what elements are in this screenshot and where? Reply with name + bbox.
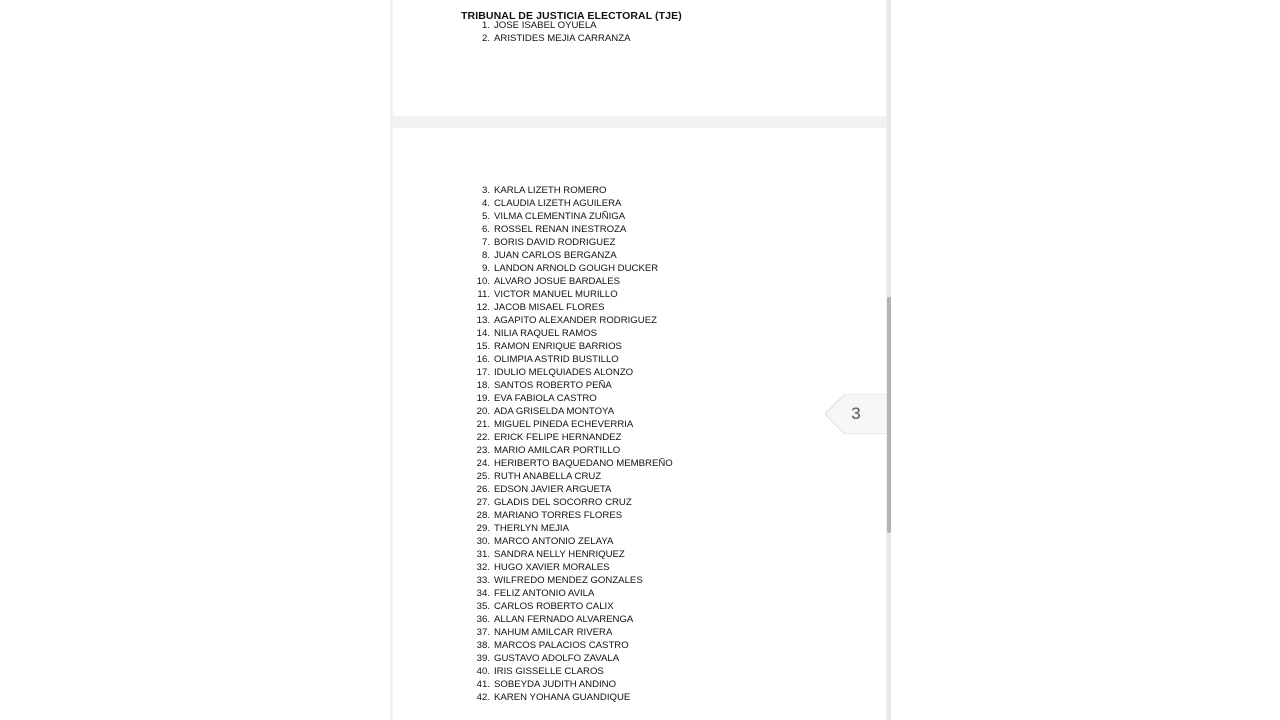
list-item-name: MARCOS PALACIOS CASTRO bbox=[494, 640, 629, 651]
list-item-name: ARISTIDES MEJIA CARRANZA bbox=[494, 33, 631, 44]
list-item bbox=[467, 366, 673, 379]
list-item bbox=[467, 626, 673, 639]
list-item-name: MARIANO TORRES FLORES bbox=[494, 510, 623, 521]
list-item bbox=[467, 418, 673, 431]
document-page bbox=[393, 0, 886, 116]
list-item-number: 15. bbox=[476, 341, 490, 352]
list-item-number: 4. bbox=[481, 198, 490, 209]
list-item bbox=[467, 431, 673, 444]
list-item-name: JACOB MISAEL FLORES bbox=[494, 302, 605, 313]
list-item-name: HERIBERTO BAQUEDANO MEMBREÑO bbox=[494, 458, 673, 469]
list-item-number: 3. bbox=[481, 185, 490, 196]
list-item bbox=[467, 210, 673, 223]
list-item-name: ROSSEL RENAN INESTROZA bbox=[494, 224, 627, 235]
list-item-name: NILIA RAQUEL RAMOS bbox=[494, 328, 598, 339]
section-title: TRIBUNAL DE JUSTICIA ELECTORAL (TJE) bbox=[461, 10, 682, 22]
list-item bbox=[467, 548, 673, 561]
list-item-number: 11. bbox=[477, 289, 490, 300]
list-item-name: HUGO XAVIER MORALES bbox=[494, 562, 610, 573]
list-item-number: 31. bbox=[476, 549, 490, 560]
list-item-name: IDULIO MELQUIADES ALONZO bbox=[494, 367, 634, 378]
list-item-name: EVA FABIOLA CASTRO bbox=[494, 393, 597, 404]
list-item-name: MIGUEL PINEDA ECHEVERRIA bbox=[494, 419, 634, 430]
list-item-number: 16. bbox=[476, 354, 490, 365]
list-item bbox=[467, 223, 673, 236]
list-item-number: 14. bbox=[476, 328, 490, 339]
list-item-number: 25. bbox=[476, 471, 490, 482]
list-item-name: GLADIS DEL SOCORRO CRUZ bbox=[494, 497, 632, 508]
list-item-number: 39. bbox=[476, 653, 490, 664]
list-item-number: 6. bbox=[481, 224, 490, 235]
list-item bbox=[467, 561, 673, 574]
list-item-number: 17. bbox=[476, 367, 490, 378]
list-item-number: 1. bbox=[481, 20, 490, 31]
list-item bbox=[467, 236, 673, 249]
list-item-name: THERLYN MEJIA bbox=[494, 523, 569, 534]
list-item-number: 29. bbox=[476, 523, 490, 534]
list-item-number: 40. bbox=[476, 666, 490, 677]
list-item-name: OLIMPIA ASTRID BUSTILLO bbox=[494, 354, 619, 365]
list-item-name: WILFREDO MENDEZ GONZALES bbox=[494, 575, 643, 586]
list-item-name: SANDRA NELLY HENRIQUEZ bbox=[494, 549, 625, 560]
list-item bbox=[467, 340, 673, 353]
list-item bbox=[467, 535, 673, 548]
list-item bbox=[467, 457, 673, 470]
list-item-number: 34. bbox=[476, 588, 490, 599]
list-item bbox=[467, 691, 673, 704]
list-item-number: 28. bbox=[476, 510, 490, 521]
list-item-number: 13. bbox=[476, 315, 490, 326]
list-item-name: LANDON ARNOLD GOUGH DUCKER bbox=[494, 263, 659, 274]
list-item-name: MARIO AMILCAR PORTILLO bbox=[494, 445, 621, 456]
list-item-number: 36. bbox=[476, 614, 490, 625]
list-item-number: 33. bbox=[476, 575, 490, 586]
name-list bbox=[467, 19, 630, 45]
list-item bbox=[467, 197, 673, 210]
list-item-name: VICTOR MANUEL MURILLO bbox=[494, 289, 618, 300]
list-item bbox=[467, 496, 673, 509]
list-item-number: 18. bbox=[476, 380, 490, 391]
name-list bbox=[467, 184, 673, 704]
list-item bbox=[467, 587, 673, 600]
list-item-number: 41. bbox=[476, 679, 490, 690]
list-item bbox=[467, 613, 673, 626]
list-item bbox=[467, 652, 673, 665]
list-item-name: CARLOS ROBERTO CALIX bbox=[494, 601, 614, 612]
list-item bbox=[467, 275, 673, 288]
list-item-number: 32. bbox=[476, 562, 490, 573]
list-item-number: 26. bbox=[476, 484, 490, 495]
list-item-number: 42. bbox=[476, 692, 490, 703]
list-item-name: CLAUDIA LIZETH AGUILERA bbox=[494, 198, 622, 209]
list-item bbox=[467, 314, 673, 327]
list-item-name: RUTH ANABELLA CRUZ bbox=[494, 471, 602, 482]
list-item-number: 35. bbox=[476, 601, 490, 612]
list-item bbox=[467, 600, 673, 613]
list-item-name: MARCO ANTONIO ZELAYA bbox=[494, 536, 614, 547]
list-item-number: 8. bbox=[481, 250, 490, 261]
list-item-number: 2. bbox=[481, 33, 490, 44]
list-item-name: JOSE ISABEL OYUELA bbox=[494, 20, 597, 31]
list-item bbox=[467, 665, 673, 678]
list-item-name: SANTOS ROBERTO PEÑA bbox=[494, 380, 612, 391]
list-item-number: 21. bbox=[476, 419, 490, 430]
list-item bbox=[467, 522, 673, 535]
list-item-number: 19. bbox=[476, 393, 490, 404]
list-item bbox=[467, 379, 673, 392]
list-item bbox=[467, 639, 673, 652]
list-item bbox=[467, 678, 673, 691]
list-item-number: 37. bbox=[476, 627, 490, 638]
list-item bbox=[467, 470, 673, 483]
list-item-number: 23. bbox=[476, 445, 490, 456]
list-item bbox=[467, 353, 673, 366]
list-item-number: 10. bbox=[476, 276, 490, 287]
list-item-name: GUSTAVO ADOLFO ZAVALA bbox=[494, 653, 620, 664]
list-item-number: 12. bbox=[476, 302, 490, 313]
list-item bbox=[467, 184, 673, 197]
list-item-name: ALVARO JOSUE BARDALES bbox=[494, 276, 621, 287]
list-item-name: ALLAN FERNADO ALVARENGA bbox=[494, 614, 634, 625]
list-item-number: 9. bbox=[481, 263, 490, 274]
vertical-scrollbar[interactable] bbox=[887, 0, 891, 720]
list-item-name: JUAN CARLOS BERGANZA bbox=[494, 250, 617, 261]
list-item-number: 38. bbox=[476, 640, 490, 651]
document-page bbox=[393, 128, 886, 720]
list-item-name: RAMON ENRIQUE BARRIOS bbox=[494, 341, 622, 352]
list-item bbox=[467, 509, 673, 522]
page-number: 3 bbox=[851, 404, 861, 423]
document-viewer[interactable] bbox=[390, 0, 890, 720]
list-item-name: FELIZ ANTONIO AVILA bbox=[494, 588, 595, 599]
list-item-number: 30. bbox=[476, 536, 490, 547]
list-item-number: 27. bbox=[476, 497, 490, 508]
list-item bbox=[467, 288, 673, 301]
list-item-name: BORIS DAVID RODRIGUEZ bbox=[494, 237, 616, 248]
list-item bbox=[467, 301, 673, 314]
list-item-number: 5. bbox=[481, 211, 490, 222]
list-item-name: ADA GRISELDA MONTOYA bbox=[494, 406, 615, 417]
list-item bbox=[467, 574, 673, 587]
list-item bbox=[467, 405, 673, 418]
scrollbar-thumb[interactable] bbox=[887, 297, 891, 533]
list-item bbox=[467, 392, 673, 405]
list-item-name: NAHUM AMILCAR RIVERA bbox=[494, 627, 613, 638]
list-item-name: EDSON JAVIER ARGUETA bbox=[494, 484, 612, 495]
list-item-name: ERICK FELIPE HERNANDEZ bbox=[494, 432, 622, 443]
list-item bbox=[467, 262, 673, 275]
list-item-name: KARLA LIZETH ROMERO bbox=[494, 185, 607, 196]
list-item bbox=[467, 327, 673, 340]
list-item bbox=[467, 249, 673, 262]
list-item bbox=[467, 483, 673, 496]
list-item-name: SOBEYDA JUDITH ANDINO bbox=[494, 679, 617, 690]
list-item bbox=[467, 32, 630, 45]
list-item-number: 22. bbox=[476, 432, 490, 443]
list-item bbox=[467, 19, 630, 32]
list-item-number: 24. bbox=[476, 458, 490, 469]
list-item-name: IRIS GISSELLE CLAROS bbox=[494, 666, 604, 677]
list-item-name: VILMA CLEMENTINA ZUÑIGA bbox=[494, 211, 626, 222]
page-number-indicator[interactable] bbox=[825, 394, 887, 434]
list-item-number: 20. bbox=[476, 406, 490, 417]
list-item-number: 7. bbox=[481, 237, 490, 248]
list-item-name: AGAPITO ALEXANDER RODRIGUEZ bbox=[494, 315, 657, 326]
list-item bbox=[467, 444, 673, 457]
list-item-name: KAREN YOHANA GUANDIQUE bbox=[494, 692, 631, 703]
